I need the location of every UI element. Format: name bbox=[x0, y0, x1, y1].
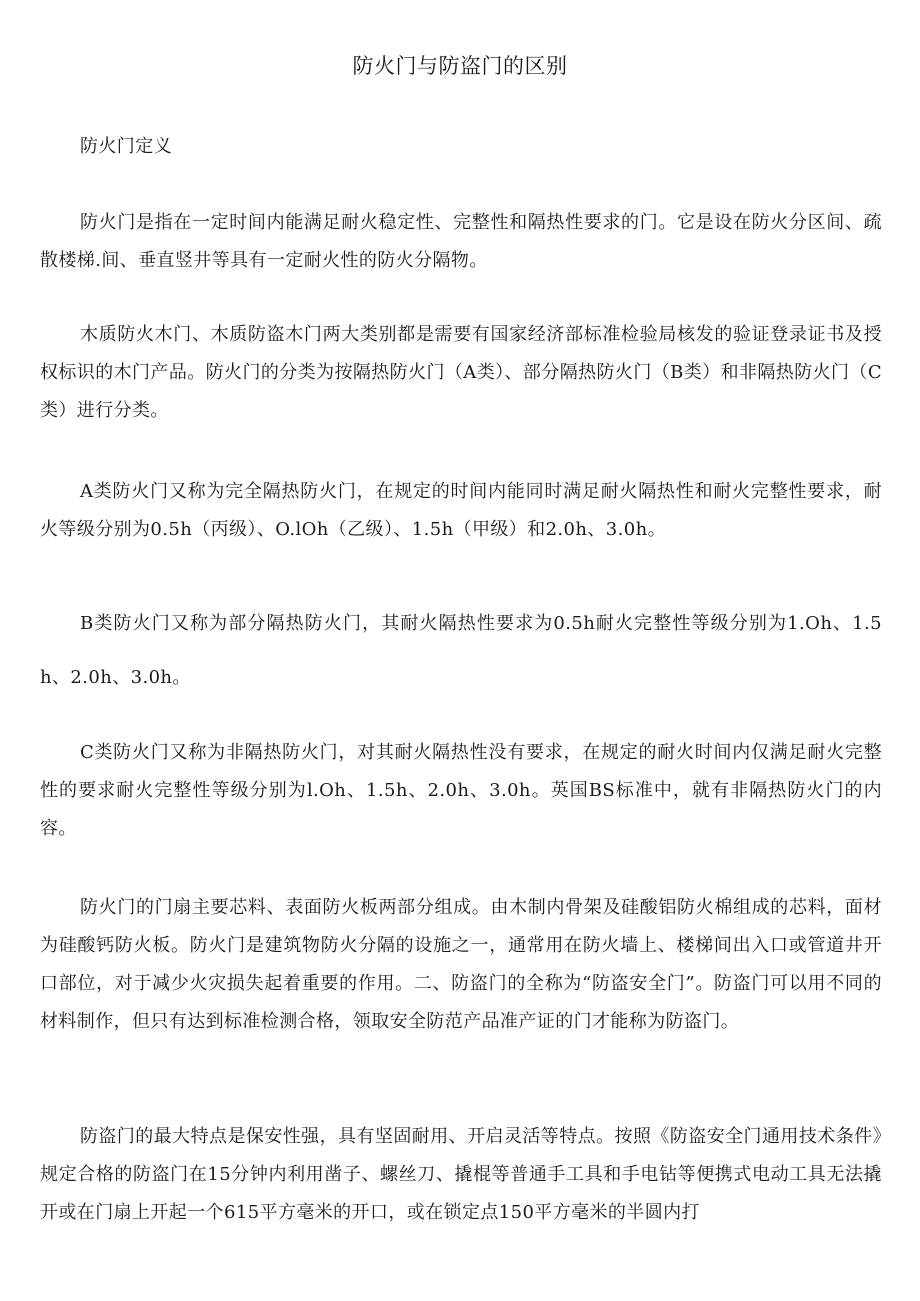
paragraph-definition: 防火门是指在一定时间内能满足耐火稳定性、完整性和隔热性要求的门。它是设在防火分区间、疏散楼梯.间、垂直竖井等具有一定耐火性的防火分隔物。 bbox=[40, 212, 882, 271]
section-heading: 防火门定义 bbox=[80, 136, 172, 157]
paragraph-class-b: B类防火门又称为部分隔热防火门，其耐火隔热性要求为0.5h耐火完整性等级分别为1.Oh、1.5h、2.0h、3.0h。 bbox=[40, 613, 882, 688]
document-title: 防火门与防盗门的区别 bbox=[352, 54, 568, 78]
paragraph-class-c: C类防火门又称为非隔热防火门，对其耐火隔热性没有要求，在规定的耐火时间内仅满足耐火完整性的要求耐火完整性等级分别为l.Oh、1.5h、2.0h、3.0h。英国BS标准中，就有非隔热防火门的内容。 bbox=[40, 742, 882, 839]
paragraph-anti-theft: 防盗门的最大特点是保安性强，具有坚固耐用、开启灵活等特点。按照《防盗安全门通用技术条件》规定合格的防盗门在15分钟内利用凿子、螺丝刀、撬棍等普通手工具和手电钻等便携式电动工具无法撬开或在门扇上开起一个615平方毫米的开口，或在锁定点150平方毫米的半圆内打 bbox=[40, 1126, 882, 1223]
paragraph-classification: 木质防火木门、木质防盗木门两大类别都是需要有国家经济部标准检验局核发的验证登录证书及授权标识的木门产品。防火门的分类为按隔热防火门（A类）、部分隔热防火门（B类）和非隔热防火门（C类）进行分类。 bbox=[40, 324, 882, 421]
paragraph-structure: 防火门的门扇主要芯料、表面防火板两部分组成。由木制内骨架及硅酸铝防火棉组成的芯料，面材为硅酸钙防火板。防火门是建筑物防火分隔的设施之一，通常用在防火墙上、楼梯间出入口或管道井开口部位，对于减少火灾损失起着重要的作用。二、防盗门的全称为“防盗安全门”。防盗门可以用不同的材料制作，但只有达到标准检测合格，领取安全防范产品准产证的门才能称为防盗门。 bbox=[40, 897, 882, 1032]
paragraph-class-a: A类防火门又称为完全隔热防火门，在规定的时间内能同时满足耐火隔热性和耐火完整性要求，耐火等级分别为0.5h（丙级）、O.lOh（乙级）、1.5h（甲级）和2.0h、3.0h。 bbox=[40, 481, 882, 540]
